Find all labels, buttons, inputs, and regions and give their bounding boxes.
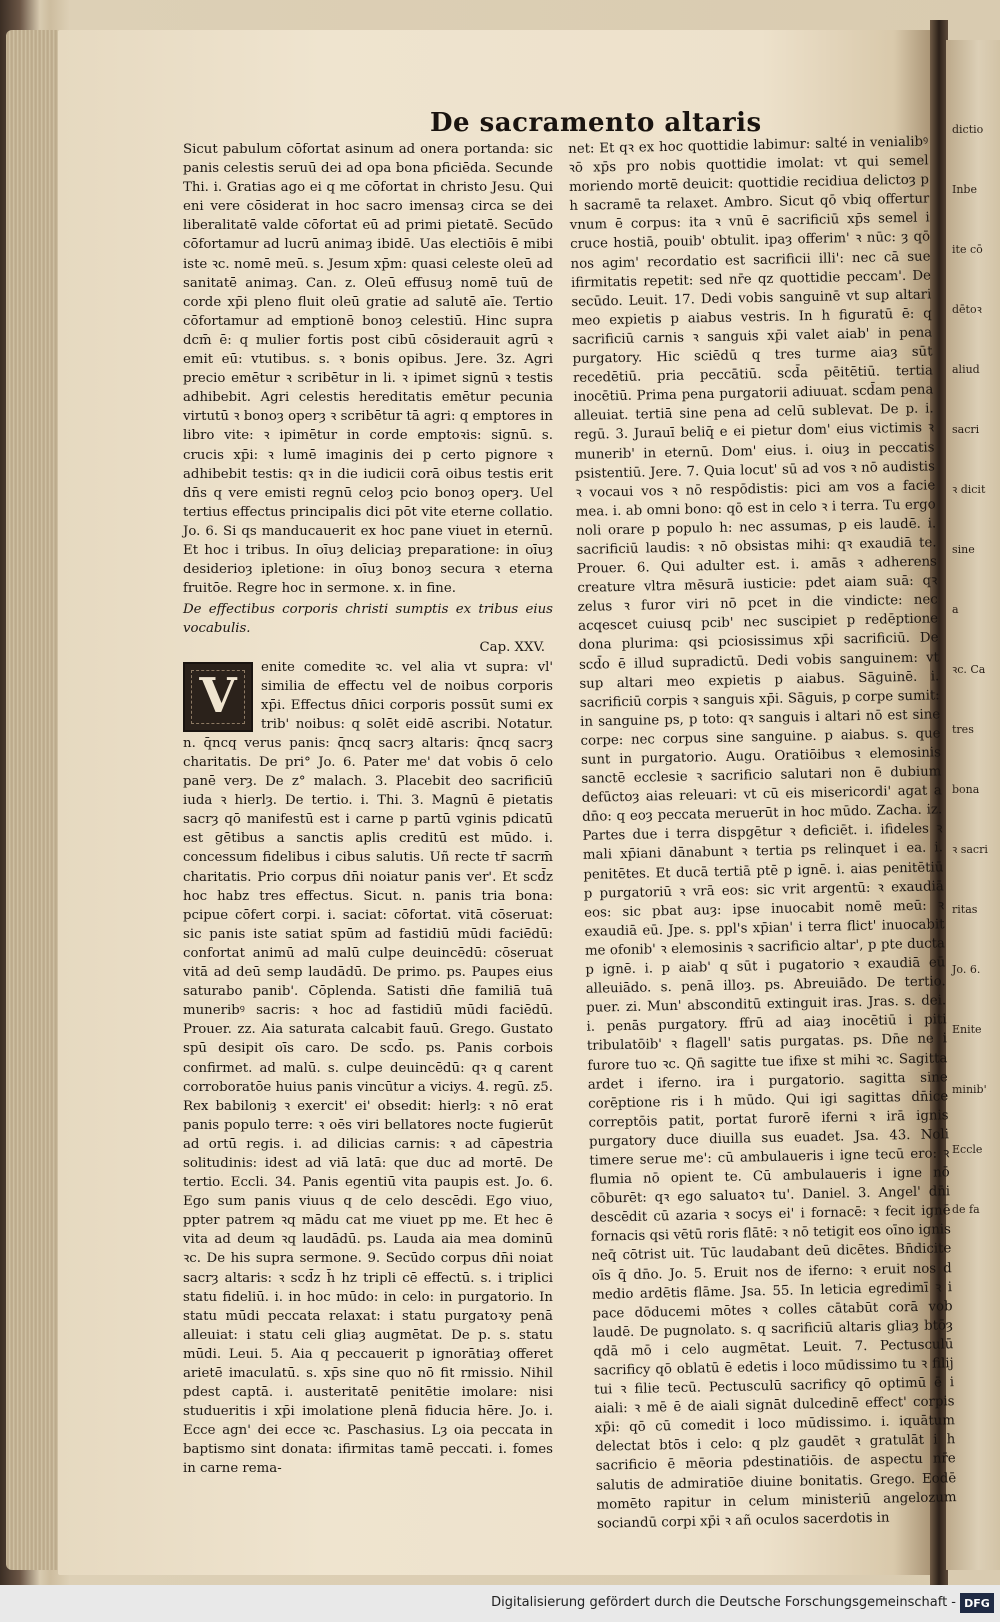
- chapter-number: Cap. XXV.: [479, 640, 545, 656]
- right-page-fragment-line: dētoꝛ: [952, 303, 982, 316]
- right-page-fragment-line: bona: [952, 783, 980, 796]
- right-page-fragment-line: a: [952, 603, 959, 616]
- right-page-fragment-line: sacri: [952, 423, 980, 436]
- right-page-fragment-line: sine: [952, 543, 975, 556]
- right-page-fragment-line: Jo. 6.: [952, 963, 981, 976]
- footer-bar: [0, 1585, 1000, 1622]
- left-column: [183, 140, 553, 1479]
- right-page-fragment-line: ꝛ dicit: [952, 483, 986, 496]
- chapter-rubric: De effectibus corporis christi sumptis ex tribus eius vocabulis.: [183, 602, 553, 637]
- funding-notice: Digitalisierung gefördert durch die Deutsche Forschungsgemeinschaft -: [491, 1595, 956, 1610]
- decorated-initial: [183, 662, 253, 732]
- right-page-fragment-line: ꝛ sacri: [952, 843, 988, 856]
- running-head: De sacramento altaris: [430, 108, 762, 138]
- right-page-fragment-line: ritas: [952, 903, 978, 916]
- right-page-fragment-line: dictio: [952, 123, 984, 136]
- right-page-fragment-line: minib': [952, 1083, 987, 1096]
- right-page-fragment-line: tres: [952, 723, 974, 736]
- right-page-fragment-line: Inbe: [952, 183, 977, 196]
- right-page-fragment-line: aliud: [952, 363, 980, 376]
- page-edges: [6, 30, 58, 1570]
- right-page-fragment-line: Enite: [952, 1023, 982, 1036]
- paragraph: enite comedite ꝛc. vel alia vt supra: vl' similia de effectu vel de noibus corporis xp̄i. Effectus dn̄ici corporis possūt sumi ex trib' noibus: q solēt eidē ascribi. Notatur. n. q̄ncq verus panis: q̄ncq sacrȝ altaris: q̄ncq sacrȝ charitatis. De pri° Jo. 6. Pater me' dat vobis ō celo panē verȝ. De z° malach. 3. Placebit deo sacrificiū iuda ꝛ hierlȝ. De tertio. i. Thi. 3. Magnū ē pietatis sacrȝ qō manifestū est i carne p partū vginis pdicatū est gētibus a sanctis aplis creditū est mūdo. i. concessum fidelibus i cibus salutis. Uñ recte tr̄ sacrm̄ charitatis. Prio corpus dn̄i noiatur panis ver'. Et scd̄z hoc habz tres effectus. Sicut. n. panis tria bona: pcipue cōfert corpi. i. saciat: cōfortat. vitā cōseruat: sic panis iste satiat spūm ad fastidiū mūdi faciēdū: confortat animū ad malū culpe deuincēdū: cōseruat vitā ad deū semp laudādū. De primo. ps. Paupes eius saturabo panib'. Cōplenda. Satisti dn̄e familiā tuā muneribꝰ sacris: ꝛ hoc ad fastidiū mūdi faciēdū. Prouer. zz. Aia saturata calcabit fauū. Grego. Gustato spū desipit oīs caro. De scd̄o. ps. Panis corbois confirmet. ad malū. s. culpe deuincēdū: qꝛ q carent corroboratōe huius panis vincūtur a viciys. 4. regū. z5. Rex babiloniȝ ꝛ exercit' ei' obsedit: hierlȝ: ꝛ nō erat panis populo terre: ꝛ oēs viri bellatores nocte fugierūt ad ortū regis. i. ad dilicias carnis: ꝛ ad cāpestria solitudinis: idest ad viā latā: que duc ad mortē. De tertio. Eccli. 34. Panis egentiū vita paupis est. Jo. 6. Ego sum panis viuus q de celo descēdi. Ego viuo, ppter patrem ꝛq mādu cat me viuet pp me. Et hec ē vita ad deum ꝛq laudādū. ps. Lauda aia mea dominū ꝛc. De his supra sermone. 9. Secūdo corpus dn̄i noiat sacrȝ altaris: ꝛ scd̄z h̄ hz tripli cē effectū. s. i triplici statu fideliū. i. in hoc mūdo: in celo: in purgatorio. In statu mūdi peccata relaxat: i statu purgatoꝛy penā alleuiat: i statu celi gliaȝ augmētat. De p. s. statu mūdi. Leui. 5. Aia q peccauerit p ignorātiaȝ offeret arietē imaculatū. s. xp̄s sine quo nō fit rmissio. Nihil pdest captā. i. austeritatē penitētie imolare: nisi studueritis i xp̄i imolatione plenā fiducia hēre. Jo. i. Ecce agn' dei ecce ꝛc. Paschasius. Lȝ oia peccata in baptismo sint donata: ifirmitas tamē peccati. i. fomes in carne rema-: [183, 659, 553, 1477]
- right-page-fragment: [946, 40, 1000, 1570]
- right-column: [568, 132, 957, 1533]
- right-page-text: [946, 120, 1000, 1220]
- right-page-fragment-line: de fa: [952, 1203, 980, 1216]
- initial-letter: V: [199, 667, 237, 724]
- paragraph: net: Et qꝛ ex hoc quottidie labimur: salté in venialibꝰ ꝛō xp̄s pro nobis quottidie imolat: vt qui semel moriendo mortē deuicit: quottidie recidiua delictoȝ p h sacramē ta relaxet. Ambro. Sicut qō vbiq offertur vnum ē corpus: ita ꝛ vnū ē sacrificiū xp̄s semel i cruce hostiā, pouib' obtulit. ipaȝ offerim' ꝛ nūc: ȝ qō nos agim' recordatio est sacrificii illi': nec cā sue ifirmitatis repetit: sed nr̄e qz quottidie peccam'. De secūdo. Leuit. 17. Dedi vobis sanguinē vt sup altari meo expietis p aiabus vestris. In h figuratū ē: q sacrificiū carnis ꝛ sanguis xp̄i valet aiab' in pena purgatory. Hic sciēdū q tres turme aiaȝ sūt recedētiū. pria peccātiū. scd̄a pēitētiū. tertia inocētiū. Prima pena purgatorii adiuuat. scd̄am pena alleuiat. tertiā sine pena ad celū sublevat. De p. i. regū. 3. Jurauī beliq̄ e ei pietur dom' eius victimis ꝛ munerib' in eternū. Dom' eius. i. oiuȝ in peccatis psistentiū. Jere. 7. Quia locut' sū ad vos ꝛ nō audistis ꝛ vocaui vos ꝛ nō respōdistis: pici am vos a facie mea. i. ab omni bono: qō est in celo ꝛ i terra. Tu ergo noli orare p populo h: nec assumas, p eis laudē. i. sacrificiū laudis: ꝛ nō obsistas mihi: qꝛ exaudiā te. Prouer. 6. Qui adulter est. i. amās ꝛ adherens creature vltra mēsurā iusticie: pdet aiam suā: qꝛ zelus ꝛ furor viri nō pcet in die vindicte: nec acqescet cuiusq pcib' nec suscipiet p redēptione dona plurima: qsi pciosissimus xp̄i sacrificiū. De scd̄o ē illud supradictū. Dedi vobis sanguinem: vt sup altari meo expietis p aiabus. Sāguinē. i. sacrificiū corpis ꝛ sanguis xp̄i. Sāguis, p corpe sumit: in sanguine ps, p toto: qꝛ sanguis i altari nō est sine corpe: nec corpus sine sanguine. p aiabus. s. que sunt in purgatorio. Augu. Oratiōibus ꝛ elemosinis sanctē ecclesie ꝛ sacrificio salutari non ē dubium defūctoȝ aias releuari: vt cū eis misericordi' agat a dn̄o: q eoȝ peccata meruerūt in hoc mūdo. Zacha. iz. Partes due i terra dispgētur ꝛ deficiēt. i. ifideles ꝛ mali xp̄iani dānabunt ꝛ tertia ps relinquet i ea. i. penitētes. Et ducā tertiā ptē p ignē. i. aias penitētiū p purgatoriū ꝛ vrā eos: sic vrit argentū: ꝛ exaudiā eos: sic pbat auȝ: ipse inuocabit nomē meū: ꝛ exaudiā eū. Jpe. s. ppl's xp̄ian' i terra flict' inuocabit me ofonib' ꝛ elemosinis ꝛ sacrificio altar', p pte ducta p ignē. i. p aiab' q sūt i pugatorio ꝛ exaudiā eū alleuiādo. s. penā illoȝ. ps. Abreuiādo. De tertio. puer. zi. Mun' absconditū extinguit iras. Jras. s. dei. i. penās purgatory. ffrū ad aiaȝ inocētiū i piti tribulatōib' ꝛ flagell' satis purgatas. ps. Dn̄e ne i furore tuo ꝛc. Qn̄ sagitte tue ifixe st mihi ꝛc. Sagitta ardet i iferno. ira i purgatorio. sagitta sine corēptione ris i h mūdo. Qui igi sagittas dn̄ice correptōis patit, portat furorē iferni ꝛ irā ignis purgatory duce diuilla sus euadet. Jsa. 43. Noli timere serue me': cū ambulaueris i igne tecū ero: ꝛ flumia nō opient te. Cū ambulaueris i igne nō cōburēt: qꝛ ego saluatoꝛ tu'. Daniel. 3. Angel' dn̄i descēdit cū azaria ꝛ socys ei' i fornacē: ꝛ fecit ignē fornacis qsi vētū roris flātē: ꝛ nō tetigit eos oīno ignis neq̄ cōtrist uit. Tūc laudabant deū dicētes. Bn̄dicite oīs q̄ dn̄o. Jo. 5. Eruit nos de iferno: ꝛ eruit nos d medio ardētis flāme. Jsa. 55. In leticia egredimī ꝛ i pace dōducemi mōtes ꝛ colles cātabūt corā vob laudē. De pugnolato. s. q sacrificiū altaris gliaȝ btōȝ qdā mō i celo augmētat. Leuit. 7. Pectusculū sacrificy qō oblatū ē edetis i loco mūdissimo tu ꝛ filij tui ꝛ filie tecū. Pectusculū sacrificy qō optimū ē i aiali: ꝛ mē ē de aiali signāt dulcedinē effect' corpis xp̄i: qō cū comedit i loco mūdissimo. i. iquātum delectat btōs i celo: q plz gaudēt ꝛ gratulāt i h sacrificio ē mēoria pdestinatiōis. de aspectu nr̄e salutis de admiratiōe diuine bonitatis. Grego. Eodē momēto rapitur in celum ministeriū angelozum sociandū corpi xp̄i ꝛ añ oculos sacerdotis in: [568, 134, 957, 1532]
- right-page-fragment-line: ite cō: [952, 243, 983, 256]
- right-page-fragment-line: Eccle: [952, 1143, 983, 1156]
- paragraph: Sicut pabulum cōfortat asinum ad onera portanda: sic panis celestis seruū dei ad opa bona pficiēda. Secunde Thi. i. Gratias ago ei q me cōfortat in christo Jesu. Qui eni vere cōsiderat in hoc sacro imensaȝ circa se dei liberalitatē valde cōfortat eū ad primi pietatē. Secūdo cōfortamur ad lucrū animaȝ ibidē. Uas electiōis ē mibi iste ꝛc. nomē meū. s. Jesum xp̄m: quasi celeste oleū ad sanitatē animaȝ. Can. z. Oleū effusuȝ nomē tuū de corde xp̄i pleno fluit oleū gratie ad salutē aīe. Tertio cōfortamur ad emptionē bonoȝ celestiū. Hinc supra dcm̄ ē: q mulier fortis post cibū cōsiderauit agrū ꝛ emit eū: vtutibus. s. ꝛ bonis opibus. Jere. 3z. Agri precio emētur ꝛ scribētur in li. ꝛ ipimet signū ꝛ testis adhibebit. Agri celestis hereditatis emētur pecunia virtutū ꝛ bonoȝ operȝ ꝛ scribētur tā agri: q emptores in libro vite: ꝛ ipimētur in corde emptoꝛis: signū. s. crucis xp̄i: ꝛ lumē imaginis dei p certo pignore ꝛ adhibebit testis: qꝛ in die iudicii corā oibus testis erit dn̄s q vere emisti regnū celoȝ pcio bonoȝ operȝ. Uel tertius effectus principalis dici pōt vite eterne collatio. Jo. 6. Si qs manducauerit ex hoc pane viuet in eternū. Et hoc i tribus. In oīuȝ deliciaȝ preparatione: in oīuȝ desiderioȝ ipletione: in oīuȝ bonoȝ secura ꝛ eterna fruitōe. Regre hoc in sermone. x. in fine.: [183, 142, 553, 597]
- right-page-fragment-line: ꝛc. Ca: [952, 663, 986, 676]
- dfg-logo: DFG: [960, 1593, 994, 1613]
